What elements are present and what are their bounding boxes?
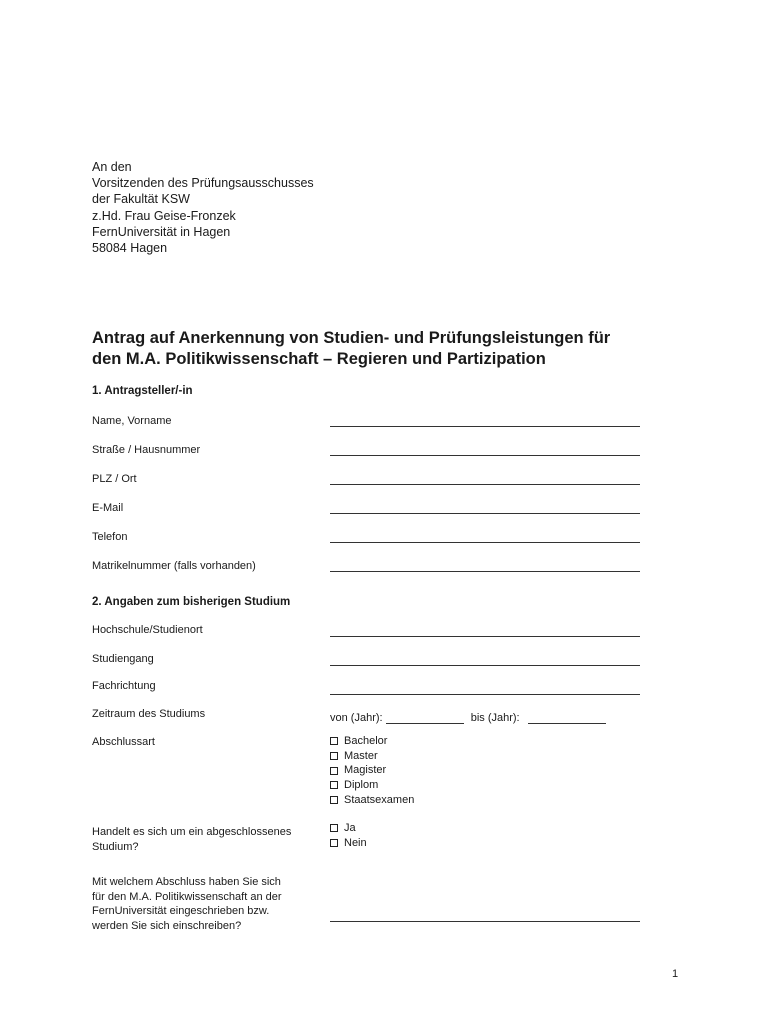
option-label: Diplom bbox=[344, 779, 379, 792]
option-master[interactable] bbox=[330, 749, 414, 764]
option-staatsexamen[interactable] bbox=[330, 793, 414, 808]
field-label-street: Straße / Hausnummer bbox=[92, 444, 201, 456]
period-to-label: bis (Jahr): bbox=[470, 712, 520, 724]
field-label-city: PLZ / Ort bbox=[92, 473, 137, 485]
title-line-1: Antrag auf Anerkennung von Studien- und Prüfungsleistungen für bbox=[92, 329, 611, 347]
period-from-label: von (Jahr): bbox=[330, 712, 383, 724]
option-bachelor[interactable] bbox=[330, 734, 414, 749]
recipient-address bbox=[92, 159, 314, 256]
enroll-label-line: Mit welchem Abschluss haben Sie sich bbox=[92, 876, 281, 888]
section-heading-applicant: 1. Antragsteller/-in bbox=[92, 385, 193, 397]
completed-label-line: Handelt es sich um ein abgeschlossenes bbox=[92, 826, 292, 838]
phone-input-line[interactable] bbox=[330, 542, 640, 543]
address-line: 58084 Hagen bbox=[92, 241, 168, 256]
field-label-name: Name, Vorname bbox=[92, 415, 172, 427]
page-number: 1 bbox=[672, 968, 679, 980]
city-input-line[interactable] bbox=[330, 484, 640, 485]
checkbox-icon[interactable] bbox=[330, 796, 338, 804]
field-label-period: Zeitraum des Studiums bbox=[92, 708, 206, 720]
checkbox-icon[interactable] bbox=[330, 781, 338, 789]
period-to-input[interactable] bbox=[528, 713, 606, 724]
enrollment-degree-input-line[interactable] bbox=[330, 921, 640, 922]
field-label-matriculation: Matrikelnummer (falls vorhanden) bbox=[92, 560, 256, 572]
address-line: FernUniversität in Hagen bbox=[92, 224, 231, 239]
document-title bbox=[92, 328, 692, 370]
checkbox-icon[interactable] bbox=[330, 839, 338, 847]
option-magister[interactable] bbox=[330, 763, 414, 778]
option-ja[interactable] bbox=[330, 821, 367, 836]
period-from-input[interactable] bbox=[386, 713, 464, 724]
field-label-completed bbox=[92, 825, 291, 854]
field-label-university: Hochschule/Studienort bbox=[92, 624, 203, 636]
option-label: Ja bbox=[344, 822, 356, 834]
checkbox-icon[interactable] bbox=[330, 767, 338, 775]
field-label-email: E-Mail bbox=[92, 502, 124, 514]
completed-label-line: Studium? bbox=[92, 840, 139, 853]
option-label: Bachelor bbox=[344, 735, 388, 747]
study-period-row bbox=[330, 712, 606, 724]
address-line: Vorsitzenden des Prüfungsausschusses bbox=[92, 176, 314, 191]
enroll-label-line: FernUniversität eingeschrieben bzw. bbox=[92, 905, 270, 917]
field-label-subject: Fachrichtung bbox=[92, 680, 156, 692]
title-line-2: den M.A. Politikwissenschaft – Regieren und Partizipation bbox=[92, 350, 546, 368]
option-nein[interactable] bbox=[330, 836, 367, 851]
street-input-line[interactable] bbox=[330, 455, 640, 456]
option-label: Master bbox=[344, 749, 378, 762]
university-input-line[interactable] bbox=[330, 636, 640, 637]
section-heading-previous-study: 2. Angaben zum bisherigen Studium bbox=[92, 596, 291, 608]
name-input-line[interactable] bbox=[330, 426, 640, 427]
field-label-phone: Telefon bbox=[92, 531, 128, 543]
email-input-line[interactable] bbox=[330, 513, 640, 514]
field-label-enrollment-degree bbox=[92, 875, 282, 933]
completed-options bbox=[330, 821, 367, 850]
subject-input-line[interactable] bbox=[330, 694, 640, 695]
option-label: Nein bbox=[344, 836, 367, 849]
address-line: An den bbox=[92, 160, 132, 174]
field-label-degree-type: Abschlussart bbox=[92, 736, 155, 748]
checkbox-icon[interactable] bbox=[330, 824, 338, 832]
option-diplom[interactable] bbox=[330, 778, 414, 793]
program-input-line[interactable] bbox=[330, 665, 640, 666]
option-label: Magister bbox=[344, 764, 387, 777]
matriculation-input-line[interactable] bbox=[330, 571, 640, 572]
enroll-label-line: werden Sie sich einschreiben? bbox=[92, 919, 242, 932]
checkbox-icon[interactable] bbox=[330, 737, 338, 745]
address-line: z.Hd. Frau Geise-Fronzek bbox=[92, 208, 236, 223]
address-line: der Fakultät KSW bbox=[92, 192, 190, 207]
enroll-label-line: für den M.A. Politikwissenschaft an der bbox=[92, 890, 282, 903]
checkbox-icon[interactable] bbox=[330, 752, 338, 760]
option-label: Staatsexamen bbox=[344, 793, 415, 806]
field-label-program: Studiengang bbox=[92, 653, 154, 665]
degree-type-options bbox=[330, 734, 414, 808]
